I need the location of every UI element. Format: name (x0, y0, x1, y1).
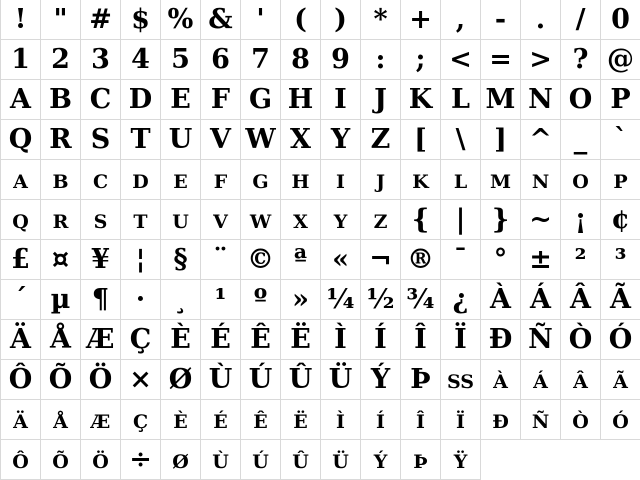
glyph-cell[interactable]: ã (601, 360, 640, 400)
glyph-cell[interactable]: ¢ (601, 200, 640, 240)
glyph-cell[interactable]: Ñ (521, 320, 561, 360)
glyph-cell[interactable]: _ (561, 120, 601, 160)
glyph-cell[interactable]: á (521, 360, 561, 400)
glyph-cell[interactable]: Y (321, 120, 361, 160)
glyph-cell[interactable]: ' (241, 0, 281, 40)
glyph-cell[interactable]: ð (481, 400, 521, 440)
glyph-cell[interactable]: ú (241, 440, 281, 480)
glyph-cell[interactable]: ¡ (561, 200, 601, 240)
glyph-cell[interactable]: b (41, 160, 81, 200)
glyph-cell[interactable]: / (561, 0, 601, 40)
glyph-cell[interactable]: Q (1, 120, 41, 160)
grid-row (1, 40, 640, 80)
glyph-cell[interactable]: ù (201, 440, 241, 480)
glyph-cell[interactable]: ª (281, 240, 321, 280)
glyph-cell[interactable]: ^ (521, 120, 561, 160)
glyph-cell[interactable]: R (41, 120, 81, 160)
glyph-cell[interactable]: \ (441, 120, 481, 160)
glyph-cell[interactable]: å (41, 400, 81, 440)
glyph-cell[interactable]: ¾ (401, 280, 441, 320)
glyph-cell[interactable]: ± (521, 240, 561, 280)
glyph-cell[interactable]: ½ (361, 280, 401, 320)
glyph-cell[interactable]: l (441, 160, 481, 200)
glyph-cell[interactable]: ø (161, 440, 201, 480)
glyph-cell[interactable]: ë (281, 400, 321, 440)
glyph-cell[interactable]: Ð (481, 320, 521, 360)
glyph-cell[interactable]: ¨ (201, 240, 241, 280)
glyph-cell[interactable]: 2 (41, 40, 81, 80)
glyph-cell[interactable]: y (321, 200, 361, 240)
glyph-cell[interactable]: Í (361, 320, 401, 360)
glyph-cell[interactable]: õ (41, 440, 81, 480)
glyph-cell[interactable]: f (201, 160, 241, 200)
glyph-cell[interactable]: } (481, 200, 521, 240)
glyph-cell[interactable]: ) (321, 0, 361, 40)
glyph-cell[interactable]: O (561, 80, 601, 120)
glyph-cell[interactable]: p (601, 160, 640, 200)
glyph-cell[interactable]: q (1, 200, 41, 240)
glyph-cell[interactable]: S (81, 120, 121, 160)
glyph-cell[interactable]: Ú (241, 360, 281, 400)
glyph-cell[interactable]: ö (81, 440, 121, 480)
glyph-cell[interactable]: 4 (121, 40, 161, 80)
glyph-cell[interactable]: Õ (41, 360, 81, 400)
glyph-cell[interactable]: î (401, 400, 441, 440)
glyph-cell[interactable]: ô (1, 440, 41, 480)
glyph-cell[interactable]: Ô (1, 360, 41, 400)
glyph-cell[interactable]: £ (1, 240, 41, 280)
glyph-cell[interactable]: u (161, 200, 201, 240)
glyph-cell[interactable]: Å (41, 320, 81, 360)
glyph-cell[interactable]: J (361, 80, 401, 120)
glyph-cell[interactable]: Ì (321, 320, 361, 360)
grid-row (1, 240, 640, 280)
glyph-cell[interactable]: Î (401, 320, 441, 360)
glyph-cell[interactable]: 8 (281, 40, 321, 80)
glyph-cell[interactable]: m (481, 160, 521, 200)
glyph-cell[interactable]: ¹ (201, 280, 241, 320)
glyph-cell[interactable]: ï (441, 400, 481, 440)
glyph-cell[interactable]: 0 (601, 0, 640, 40)
glyph-cell[interactable]: Ý (361, 360, 401, 400)
glyph-cell[interactable]: º (241, 280, 281, 320)
glyph-cell[interactable]: o (561, 160, 601, 200)
glyph-cell[interactable]: E (161, 80, 201, 120)
glyph-cell[interactable]: s (81, 200, 121, 240)
glyph-cell[interactable]: ß (441, 360, 481, 400)
glyph-cell[interactable]: Ä (1, 320, 41, 360)
glyph-cell[interactable]: ü (321, 440, 361, 480)
glyph-cell[interactable]: # (81, 0, 121, 40)
glyph-cell[interactable]: Ø (161, 360, 201, 400)
glyph-cell[interactable]: , (441, 0, 481, 40)
glyph-cell[interactable]: k (401, 160, 441, 200)
glyph-cell[interactable]: ³ (601, 240, 640, 280)
glyph-cell[interactable]: I (321, 80, 361, 120)
glyph-cell[interactable]: Û (281, 360, 321, 400)
glyph-cell[interactable]: - (481, 0, 521, 40)
glyph-cell[interactable]: a (1, 160, 41, 200)
glyph-cell[interactable]: i (321, 160, 361, 200)
glyph-cell[interactable]: & (201, 0, 241, 40)
glyph-cell[interactable]: Ü (321, 360, 361, 400)
glyph-cell[interactable]: " (41, 0, 81, 40)
glyph-cell[interactable]: | (441, 200, 481, 240)
glyph-cell[interactable]: 5 (161, 40, 201, 80)
glyph-cell[interactable]: % (161, 0, 201, 40)
glyph-cell[interactable]: 9 (321, 40, 361, 80)
glyph-cell[interactable]: ¬ (361, 240, 401, 280)
glyph-cell[interactable]: í (361, 400, 401, 440)
grid-row (1, 400, 640, 440)
glyph-cell[interactable]: ¶ (81, 280, 121, 320)
glyph-cell[interactable]: D (121, 80, 161, 120)
glyph-cell[interactable]: ä (1, 400, 41, 440)
glyph-cell[interactable]: W (241, 120, 281, 160)
empty-grid-area (481, 440, 640, 480)
glyph-cell[interactable]: P (601, 80, 640, 120)
glyph-cell[interactable]: Ã (601, 280, 640, 320)
glyph-cell[interactable]: ~ (521, 200, 561, 240)
glyph-cell[interactable]: Æ (81, 320, 121, 360)
glyph-cell[interactable]: ó (601, 400, 640, 440)
glyph-cell[interactable]: . (521, 0, 561, 40)
grid-row (1, 360, 640, 400)
glyph-cell[interactable]: Ò (561, 320, 601, 360)
glyph-cell[interactable]: 3 (81, 40, 121, 80)
glyph-cell[interactable]: Ó (601, 320, 640, 360)
glyph-cell[interactable]: ì (321, 400, 361, 440)
glyph-cell[interactable]: A (1, 80, 41, 120)
glyph-cell[interactable]: c (81, 160, 121, 200)
grid-row (1, 80, 640, 120)
glyph-cell[interactable]: x (281, 200, 321, 240)
glyph-cell[interactable]: 6 (201, 40, 241, 80)
glyph-cell[interactable]: ² (561, 240, 601, 280)
glyph-cell[interactable]: ] (481, 120, 521, 160)
glyph-cell[interactable]: Ù (201, 360, 241, 400)
glyph-cell[interactable]: M (481, 80, 521, 120)
glyph-cell[interactable]: N (521, 80, 561, 120)
glyph-cell[interactable]: ¼ (321, 280, 361, 320)
glyph-cell[interactable]: { (401, 200, 441, 240)
glyph-cell[interactable]: · (121, 280, 161, 320)
glyph-cell[interactable]: K (401, 80, 441, 120)
glyph-cell[interactable]: ? (561, 40, 601, 80)
grid-row (1, 200, 640, 240)
glyph-cell[interactable]: w (241, 200, 281, 240)
glyph-cell[interactable]: ´ (1, 280, 41, 320)
glyph-cell[interactable]: G (241, 80, 281, 120)
glyph-cell[interactable]: @ (601, 40, 640, 80)
glyph-cell[interactable]: X (281, 120, 321, 160)
glyph-cell[interactable]: ! (1, 0, 41, 40)
grid-row (1, 280, 640, 320)
glyph-cell[interactable]: H (281, 80, 321, 120)
glyph-cell[interactable]: À (481, 280, 521, 320)
glyph-cell[interactable]: Ë (281, 320, 321, 360)
glyph-cell[interactable]: « (321, 240, 361, 280)
glyph-cell[interactable]: © (241, 240, 281, 280)
grid-row (1, 0, 640, 40)
glyph-cell[interactable]: C (81, 80, 121, 120)
glyph-cell[interactable]: û (281, 440, 321, 480)
glyph-cell[interactable]: > (521, 40, 561, 80)
glyph-cell[interactable]: + (401, 0, 441, 40)
glyph-cell[interactable]: Á (521, 280, 561, 320)
glyph-cell[interactable]: ñ (521, 400, 561, 440)
glyph-cell[interactable]: ¯ (441, 240, 481, 280)
glyph-cell[interactable]: æ (81, 400, 121, 440)
glyph-cell[interactable]: U (161, 120, 201, 160)
glyph-cell[interactable]: » (281, 280, 321, 320)
glyph-cell[interactable]: n (521, 160, 561, 200)
glyph-cell[interactable]: à (481, 360, 521, 400)
grid-row (1, 120, 640, 160)
glyph-cell[interactable]: ÿ (441, 440, 481, 480)
glyph-cell[interactable]: h (281, 160, 321, 200)
glyph-cell[interactable]: Ç (121, 320, 161, 360)
grid-row (1, 440, 640, 480)
glyph-cell[interactable]: V (201, 120, 241, 160)
glyph-cell[interactable]: É (201, 320, 241, 360)
glyph-cell[interactable]: ¦ (121, 240, 161, 280)
glyph-cell[interactable]: Ï (441, 320, 481, 360)
glyph-cell[interactable]: × (121, 360, 161, 400)
glyph-cell[interactable]: ¤ (41, 240, 81, 280)
glyph-cell[interactable]: È (161, 320, 201, 360)
glyph-cell[interactable]: = (481, 40, 521, 80)
glyph-cell[interactable]: ° (481, 240, 521, 280)
glyph-cell[interactable]: d (121, 160, 161, 200)
glyph-cell[interactable]: z (361, 200, 401, 240)
glyph-cell[interactable]: 7 (241, 40, 281, 80)
glyph-cell[interactable]: â (561, 360, 601, 400)
glyph-cell[interactable]: B (41, 80, 81, 120)
glyph-cell[interactable]: § (161, 240, 201, 280)
glyph-cell[interactable]: ( (281, 0, 321, 40)
glyph-cell[interactable]: µ (41, 280, 81, 320)
glyph-cell[interactable]: v (201, 200, 241, 240)
glyph-cell[interactable]: è (161, 400, 201, 440)
glyph-cell[interactable]: ; (401, 40, 441, 80)
glyph-cell[interactable]: r (41, 200, 81, 240)
glyph-cell[interactable]: ® (401, 240, 441, 280)
glyph-cell[interactable]: Ê (241, 320, 281, 360)
glyph-cell[interactable]: L (441, 80, 481, 120)
glyph-cell[interactable]: g (241, 160, 281, 200)
glyph-cell[interactable]: Z (361, 120, 401, 160)
glyph-cell[interactable]: * (361, 0, 401, 40)
grid-row (1, 160, 640, 200)
glyph-cell[interactable]: Â (561, 280, 601, 320)
glyph-cell[interactable]: ò (561, 400, 601, 440)
glyph-cell[interactable]: < (441, 40, 481, 80)
glyph-cell[interactable]: : (361, 40, 401, 80)
glyph-cell[interactable]: ¸ (161, 280, 201, 320)
glyph-cell[interactable]: T (121, 120, 161, 160)
glyph-cell[interactable]: þ (401, 440, 441, 480)
glyph-cell[interactable]: 1 (1, 40, 41, 80)
glyph-cell[interactable]: Þ (401, 360, 441, 400)
glyph-cell[interactable]: ç (121, 400, 161, 440)
glyph-cell[interactable]: F (201, 80, 241, 120)
glyph-cell[interactable]: ý (361, 440, 401, 480)
glyph-cell[interactable]: j (361, 160, 401, 200)
glyph-cell[interactable]: é (201, 400, 241, 440)
glyph-cell[interactable]: ÷ (121, 440, 161, 480)
glyph-cell[interactable]: Ö (81, 360, 121, 400)
glyph-cell[interactable]: t (121, 200, 161, 240)
glyph-cell[interactable]: ¥ (81, 240, 121, 280)
glyph-cell[interactable]: [ (401, 120, 441, 160)
glyph-cell[interactable]: ` (601, 120, 640, 160)
glyph-cell[interactable]: ê (241, 400, 281, 440)
glyph-cell[interactable]: ¿ (441, 280, 481, 320)
glyph-cell[interactable]: e (161, 160, 201, 200)
glyph-cell[interactable]: $ (121, 0, 161, 40)
grid-row (1, 320, 640, 360)
